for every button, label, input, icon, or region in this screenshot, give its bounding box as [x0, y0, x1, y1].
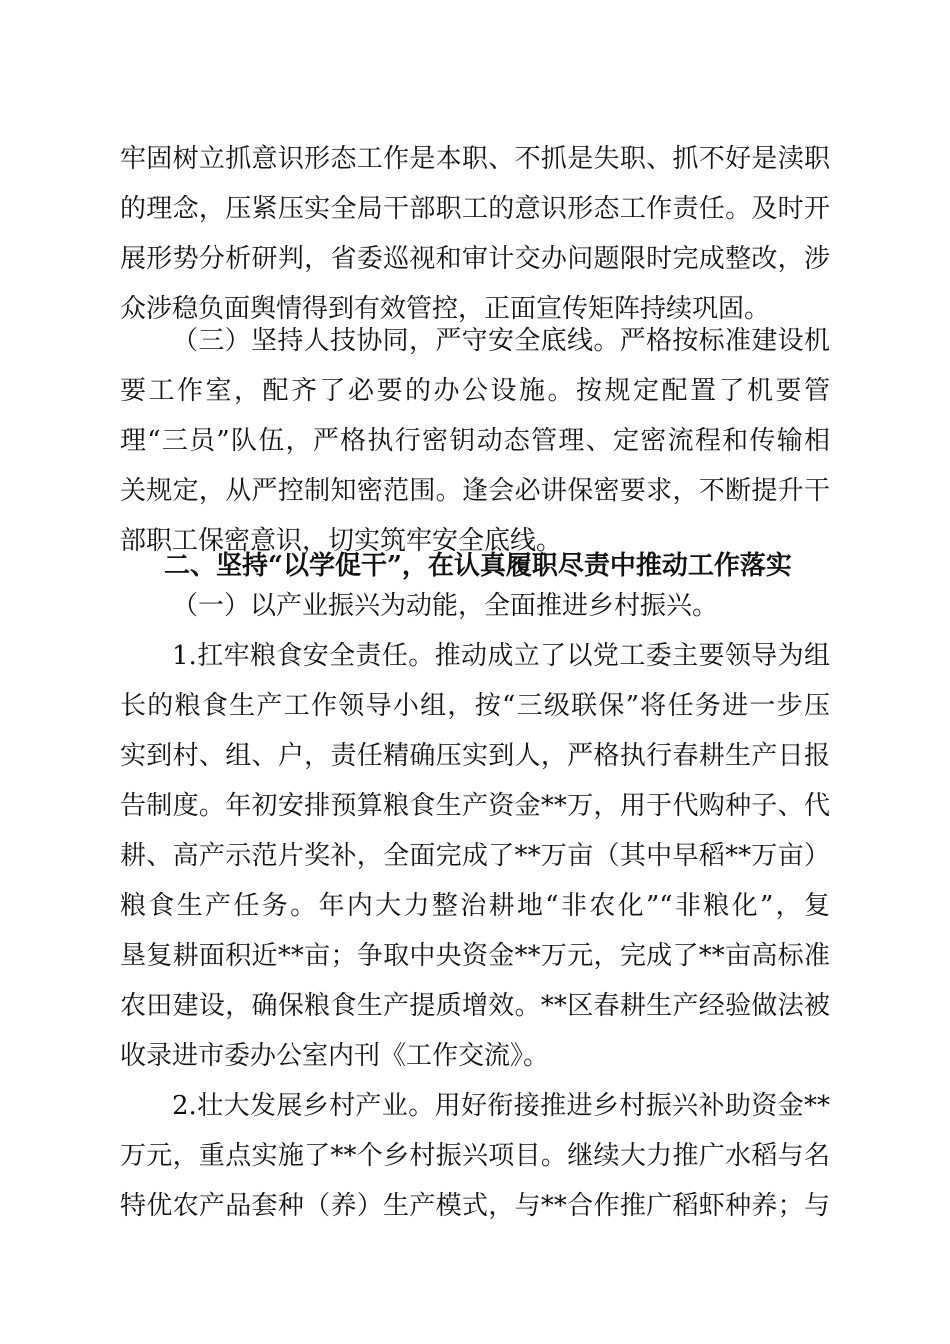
- paragraph-line: 部职工保密意识，切实筑牢安全底线。: [120, 526, 563, 556]
- paragraph-line: 特优农产品套种（养）生产模式，与**合作推广稻虾种养；与: [120, 1191, 830, 1221]
- paragraph-line: 2.壮大发展乡村产业。用好衔接推进乡村振兴补助资金**: [172, 1091, 830, 1121]
- paragraph-line: 粮食生产任务。年内大力整治耕地“非农化”“非粮化”，复: [120, 891, 830, 921]
- paragraph-line: 实到村、组、户，责任精确压实到人，严格执行春耕生产日报: [120, 741, 830, 771]
- paragraph-line: 的理念，压紧压实全局干部职工的意识形态工作责任。及时开: [120, 194, 830, 224]
- section-heading-text: （三）坚持人技协同，严守安全底线。严格按标准建设机: [172, 326, 830, 356]
- section-heading-3: [172, 315, 830, 367]
- paragraph-line: 要工作室，配齐了必要的办公设施。按规定配置了机要管: [120, 376, 830, 406]
- paragraph-line: 关规定，从严控制知密范围。逢会必讲保密要求，不断提升干: [120, 476, 830, 506]
- paragraph-line: 垦复耕面积近**亩；争取中央资金**万元，完成了**亩高标准: [120, 941, 830, 971]
- paragraph-line: 1.扛牢粮食安全责任。推动成立了以党工委主要领导为组: [172, 641, 830, 671]
- paragraph-line: 众涉稳负面舆情得到有效管控，正面宣传矩阵持续巩固。: [120, 294, 771, 324]
- paragraph-line: 理“三员”队伍，严格执行密钥动态管理、定密流程和传输相: [120, 426, 830, 456]
- paragraph-line: 收录进市委办公室内刊《工作交流》。: [120, 1041, 550, 1071]
- paragraph-line: 牢固树立抓意识形态工作是本职、不抓是失职、抓不好是渎职: [120, 144, 830, 174]
- paragraph-line: 农田建设，确保粮食生产提质增效。**区春耕生产经验做法被: [120, 991, 830, 1021]
- paragraph-line: 长的粮食生产工作领导小组，按“三级联保”将任务进一步压: [120, 691, 830, 721]
- chapter-heading-2: 二、坚持“以学促干”，在认真履职尽责中推动工作落实: [164, 551, 792, 581]
- subsection-heading-1: （一）以产业振兴为动能，全面推进乡村振兴。: [172, 591, 719, 621]
- paragraph-line: 万元，重点实施了**个乡村振兴项目。继续大力推广水稻与名: [120, 1141, 830, 1171]
- paragraph-line: 展形势分析研判，省委巡视和审计交办问题限时完成整改，涉: [120, 244, 830, 274]
- paragraph-line: 告制度。年初安排预算粮食生产资金**万，用于代购种子、代: [120, 791, 830, 821]
- paragraph-line: 耕、高产示范片奖补，全面完成了**万亩（其中早稻**万亩）: [120, 841, 830, 871]
